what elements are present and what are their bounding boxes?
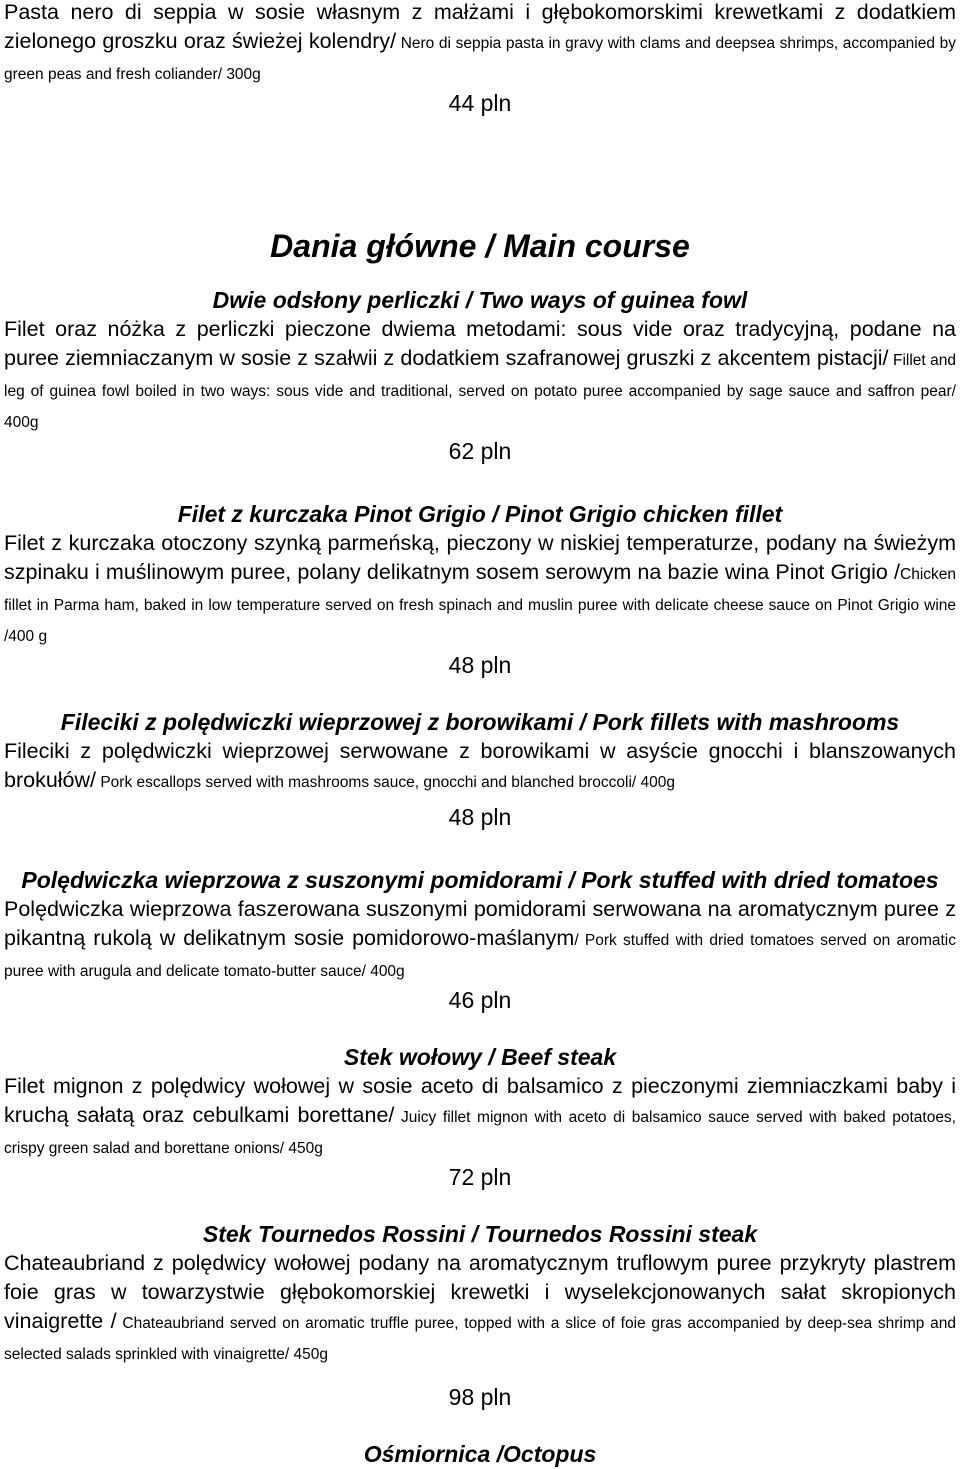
item-description bbox=[4, 895, 956, 986]
section-title: Dania główne / Main course bbox=[270, 228, 690, 264]
item-description-pl: Chateaubriand z polędwicy wołowej podany na aromatycznym truflowym puree przykryty plastrem foie gras w towarzystwie głębokomorskiej krewetki i wyselekcjonowanych sałat skropionych vinaigrette / bbox=[4, 1251, 956, 1333]
item-title: Polędwiczka wieprzowa z suszonymi pomidorami / Pork stuffed with dried tomatoes bbox=[21, 867, 939, 893]
item-title: Filet z kurczaka Pinot Grigio / Pinot Grigio chicken fillet bbox=[177, 501, 783, 527]
menu-item bbox=[4, 500, 956, 680]
item-description bbox=[4, 1249, 956, 1369]
item-title: Stek Tournedos Rossini / Tournedos Rossini steak bbox=[202, 1221, 758, 1247]
item-description-en: Chicken fillet in Parma ham, baked in low temperature served on fresh spinach and muslin puree with delicate cheese sauce on Pinot Grigio wine /400 g bbox=[4, 566, 956, 645]
item-price: 72 pln bbox=[448, 1164, 512, 1190]
item-price: 62 pln bbox=[448, 438, 512, 464]
item-price: 98 pln bbox=[448, 1384, 512, 1410]
item-title: Fileciki z polędwiczki wieprzowej z borowikami / Pork fillets with mashrooms bbox=[60, 709, 900, 735]
item-description bbox=[4, 529, 956, 651]
menu-item bbox=[4, 1043, 956, 1192]
intro-item-pl: Pasta nero di seppia w sosie własnym z małżami i głębokomorskimi krewetkami z dodatkiem zielonego groszku oraz świeżej kolendry/ bbox=[4, 0, 956, 53]
item-description-pl: Polędwiczka wieprzowa faszerowana suszonymi pomidorami serwowana na aromatycznym puree z pikantną rukolą w delikatnym sosie pomidorowo-maślanym bbox=[4, 897, 956, 950]
item-description-en: / Pork stuffed with dried tomatoes served on aromatic puree with arugula and delicate tomato-butter sauce/ 400g bbox=[4, 932, 956, 980]
menu-item bbox=[4, 286, 956, 466]
menu-item bbox=[4, 1220, 956, 1412]
item-title: Stek wołowy / Beef steak bbox=[343, 1044, 617, 1070]
item-description bbox=[4, 737, 956, 797]
item-description-pl: Fileciki z polędwiczki wieprzowej serwowane z borowikami w asyście gnocchi i blanszowanych brokułów/ bbox=[4, 739, 956, 792]
item-price: 48 pln bbox=[448, 652, 512, 678]
item-description bbox=[4, 315, 956, 437]
item-description-en: Chateaubriand served on aromatic truffle puree, topped with a slice of foie gras accompanied by deep-sea shrimp and selected salads sprinkled with vinaigrette/ 450g bbox=[4, 1315, 956, 1363]
menu-item bbox=[4, 866, 956, 1015]
item-description-en: Juicy fillet mignon with aceto di balsamico sauce served with baked potatoes, crispy green salad and borettane onions/ 450g bbox=[4, 1109, 956, 1157]
item-description-pl: Filet mignon z polędwicy wołowej w sosie aceto di balsamico z pieczonymi ziemniaczkami baby i kruchą sałatą oraz cebulkami borettane/ bbox=[4, 1074, 956, 1127]
item-description-pl: Filet oraz nóżka z perliczki pieczone dwiema metodami: sous vide oraz tradycyjną, podane na puree ziemniaczanym w sosie z szałwii z dodatkiem szafranowej gruszki z akcentem pistacji/ bbox=[4, 317, 956, 370]
intro-item-description bbox=[4, 0, 956, 89]
item-title: Ośmiornica /Octopus bbox=[363, 1441, 597, 1467]
menu-item bbox=[4, 1440, 956, 1469]
item-title: Dwie odsłony perliczki / Two ways of guinea fowl bbox=[212, 287, 748, 313]
item-description-en: Pork escallops served with mashrooms sauce, gnocchi and blanched broccoli/ 400g bbox=[96, 774, 675, 791]
item-price: 48 pln bbox=[448, 804, 512, 830]
intro-item-en: Nero di seppia pasta in gravy with clams and deepsea shrimps, accompanied by green peas and fresh coliander/ 300g bbox=[4, 35, 956, 83]
menu-item bbox=[4, 708, 956, 832]
item-description-pl: Filet z kurczaka otoczony szynką parmeńską, pieczony w niskiej temperaturze, podany na świeżym szpinaku i muślinowym puree, polany delikatnym sosem serowym na bazie wina Pinot Grigio / bbox=[4, 531, 956, 584]
intro-item-price: 44 pln bbox=[448, 90, 512, 116]
item-description bbox=[4, 1072, 956, 1163]
item-description-en: Fillet and leg of guinea fowl boiled in two ways: sous vide and traditional, served on potato puree accompanied by sage sauce and saffron pear/ 400g bbox=[4, 352, 956, 431]
item-price: 46 pln bbox=[448, 987, 512, 1013]
